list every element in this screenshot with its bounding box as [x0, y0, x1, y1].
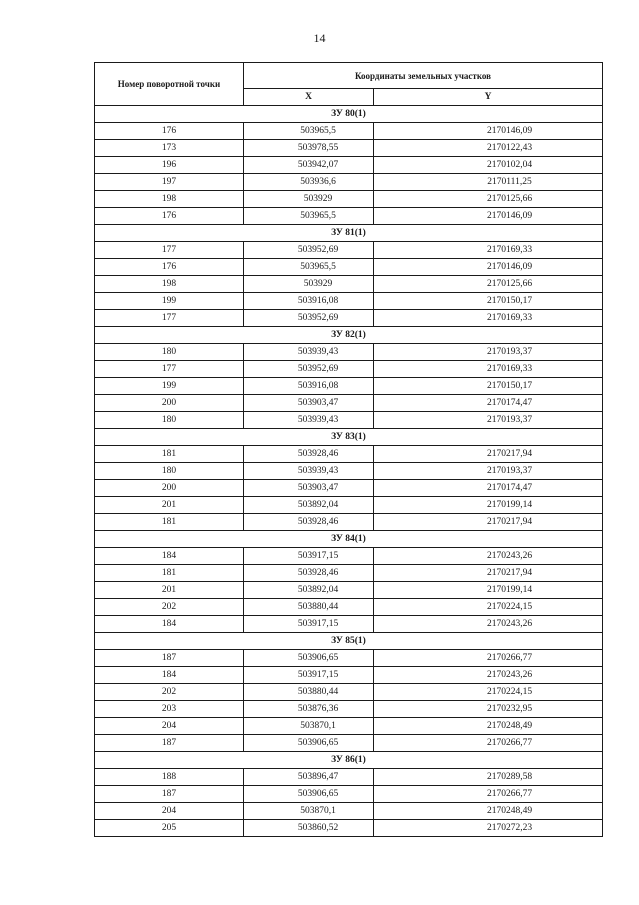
table-row	[95, 191, 603, 208]
cell-point-number: 176	[95, 123, 244, 140]
table-row	[95, 735, 603, 752]
cell-point-number: 177	[95, 361, 244, 378]
section-title: ЗУ 80(1)	[95, 106, 603, 123]
cell-x: 503952,69	[244, 310, 374, 327]
table-row	[95, 769, 603, 786]
table-row	[95, 684, 603, 701]
cell-point-number: 203	[95, 701, 244, 718]
cell-y: 2170146,09	[374, 259, 603, 276]
table-row	[95, 582, 603, 599]
header-point-number: Номер поворотной точки	[95, 63, 244, 106]
table-row	[95, 140, 603, 157]
section-row	[95, 106, 603, 123]
cell-y: 2170169,33	[374, 310, 603, 327]
cell-x: 503906,65	[244, 786, 374, 803]
cell-x: 503903,47	[244, 395, 374, 412]
cell-point-number: 199	[95, 378, 244, 395]
cell-point-number: 181	[95, 514, 244, 531]
cell-point-number: 199	[95, 293, 244, 310]
cell-point-number: 204	[95, 803, 244, 820]
cell-y: 2170146,09	[374, 208, 603, 225]
table-row	[95, 395, 603, 412]
cell-x: 503928,46	[244, 514, 374, 531]
section-title: ЗУ 83(1)	[95, 429, 603, 446]
table-row	[95, 446, 603, 463]
table-row	[95, 242, 603, 259]
cell-y: 2170199,14	[374, 497, 603, 514]
cell-point-number: 184	[95, 548, 244, 565]
table-row	[95, 650, 603, 667]
cell-point-number: 177	[95, 310, 244, 327]
cell-point-number: 200	[95, 395, 244, 412]
cell-y: 2170217,94	[374, 565, 603, 582]
cell-point-number: 187	[95, 786, 244, 803]
section-row	[95, 225, 603, 242]
table-row	[95, 174, 603, 191]
cell-point-number: 176	[95, 208, 244, 225]
cell-point-number: 176	[95, 259, 244, 276]
cell-point-number: 173	[95, 140, 244, 157]
cell-y: 2170243,26	[374, 616, 603, 633]
cell-y: 2170272,23	[374, 820, 603, 837]
table-row	[95, 548, 603, 565]
cell-y: 2170102,04	[374, 157, 603, 174]
table-header	[95, 63, 603, 106]
cell-y: 2170266,77	[374, 786, 603, 803]
cell-y: 2170125,66	[374, 191, 603, 208]
section-row	[95, 752, 603, 769]
table-body	[95, 106, 603, 837]
cell-x: 503965,5	[244, 208, 374, 225]
cell-x: 503870,1	[244, 803, 374, 820]
table-row	[95, 786, 603, 803]
table-row	[95, 208, 603, 225]
table-row	[95, 259, 603, 276]
header-y: Y	[374, 89, 603, 106]
cell-y: 2170243,26	[374, 548, 603, 565]
cell-point-number: 184	[95, 667, 244, 684]
table-row	[95, 293, 603, 310]
cell-x: 503942,07	[244, 157, 374, 174]
cell-y: 2170146,09	[374, 123, 603, 140]
cell-y: 2170125,66	[374, 276, 603, 293]
cell-y: 2170174,47	[374, 480, 603, 497]
cell-y: 2170217,94	[374, 446, 603, 463]
table-row	[95, 667, 603, 684]
table-row	[95, 378, 603, 395]
section-row	[95, 633, 603, 650]
section-title: ЗУ 86(1)	[95, 752, 603, 769]
cell-x: 503929	[244, 276, 374, 293]
cell-x: 503939,43	[244, 344, 374, 361]
cell-point-number: 198	[95, 276, 244, 293]
table-row	[95, 123, 603, 140]
cell-y: 2170232,95	[374, 701, 603, 718]
section-row	[95, 327, 603, 344]
cell-x: 503928,46	[244, 446, 374, 463]
table-row	[95, 344, 603, 361]
cell-point-number: 187	[95, 650, 244, 667]
cell-y: 2170193,37	[374, 412, 603, 429]
table-row	[95, 157, 603, 174]
page-number: 14	[313, 31, 326, 45]
cell-point-number: 198	[95, 191, 244, 208]
cell-point-number: 201	[95, 582, 244, 599]
cell-y: 2170169,33	[374, 242, 603, 259]
cell-x: 503916,08	[244, 293, 374, 310]
cell-x: 503928,46	[244, 565, 374, 582]
cell-y: 2170248,49	[374, 718, 603, 735]
cell-x: 503936,6	[244, 174, 374, 191]
cell-y: 2170224,15	[374, 684, 603, 701]
cell-point-number: 205	[95, 820, 244, 837]
cell-point-number: 180	[95, 344, 244, 361]
cell-point-number: 204	[95, 718, 244, 735]
section-row	[95, 531, 603, 548]
cell-point-number: 197	[95, 174, 244, 191]
cell-x: 503876,36	[244, 701, 374, 718]
cell-x: 503939,43	[244, 463, 374, 480]
cell-x: 503906,65	[244, 650, 374, 667]
table-row	[95, 616, 603, 633]
cell-x: 503917,15	[244, 667, 374, 684]
cell-x: 503906,65	[244, 735, 374, 752]
cell-x: 503892,04	[244, 582, 374, 599]
section-title: ЗУ 82(1)	[95, 327, 603, 344]
cell-point-number: 180	[95, 412, 244, 429]
cell-x: 503870,1	[244, 718, 374, 735]
table-row	[95, 565, 603, 582]
cell-y: 2170150,17	[374, 293, 603, 310]
cell-x: 503903,47	[244, 480, 374, 497]
cell-y: 2170193,37	[374, 463, 603, 480]
cell-y: 2170150,17	[374, 378, 603, 395]
cell-x: 503896,47	[244, 769, 374, 786]
cell-x: 503965,5	[244, 123, 374, 140]
table-row	[95, 276, 603, 293]
cell-x: 503952,69	[244, 242, 374, 259]
cell-point-number: 184	[95, 616, 244, 633]
cell-x: 503892,04	[244, 497, 374, 514]
cell-y: 2170266,77	[374, 735, 603, 752]
table-row	[95, 463, 603, 480]
cell-x: 503929	[244, 191, 374, 208]
cell-x: 503917,15	[244, 548, 374, 565]
cell-x: 503978,55	[244, 140, 374, 157]
header-coordinates: Координаты земельных участков	[244, 63, 603, 89]
section-title: ЗУ 81(1)	[95, 225, 603, 242]
cell-x: 503917,15	[244, 616, 374, 633]
coordinates-table	[94, 62, 603, 837]
cell-y: 2170199,14	[374, 582, 603, 599]
section-title: ЗУ 84(1)	[95, 531, 603, 548]
cell-point-number: 202	[95, 599, 244, 616]
cell-x: 503939,43	[244, 412, 374, 429]
cell-point-number: 188	[95, 769, 244, 786]
cell-x: 503916,08	[244, 378, 374, 395]
cell-point-number: 180	[95, 463, 244, 480]
cell-y: 2170193,37	[374, 344, 603, 361]
cell-point-number: 177	[95, 242, 244, 259]
cell-y: 2170217,94	[374, 514, 603, 531]
table-row	[95, 310, 603, 327]
cell-point-number: 201	[95, 497, 244, 514]
header-x: X	[244, 89, 374, 106]
cell-y: 2170266,77	[374, 650, 603, 667]
table-row	[95, 820, 603, 837]
cell-point-number: 181	[95, 446, 244, 463]
cell-point-number: 200	[95, 480, 244, 497]
cell-x: 503880,44	[244, 684, 374, 701]
cell-y: 2170243,26	[374, 667, 603, 684]
cell-point-number: 187	[95, 735, 244, 752]
cell-y: 2170224,15	[374, 599, 603, 616]
section-title: ЗУ 85(1)	[95, 633, 603, 650]
cell-x: 503860,52	[244, 820, 374, 837]
table-row	[95, 497, 603, 514]
cell-y: 2170169,33	[374, 361, 603, 378]
table-row	[95, 412, 603, 429]
cell-point-number: 181	[95, 565, 244, 582]
cell-x: 503880,44	[244, 599, 374, 616]
table-row	[95, 514, 603, 531]
cell-y: 2170248,49	[374, 803, 603, 820]
cell-y: 2170111,25	[374, 174, 603, 191]
table-row	[95, 361, 603, 378]
table-row	[95, 803, 603, 820]
cell-x: 503952,69	[244, 361, 374, 378]
table-row	[95, 599, 603, 616]
table-row	[95, 701, 603, 718]
table-row	[95, 718, 603, 735]
cell-x: 503965,5	[244, 259, 374, 276]
cell-point-number: 202	[95, 684, 244, 701]
cell-point-number: 196	[95, 157, 244, 174]
cell-y: 2170289,58	[374, 769, 603, 786]
section-row	[95, 429, 603, 446]
cell-y: 2170174,47	[374, 395, 603, 412]
cell-y: 2170122,43	[374, 140, 603, 157]
table-row	[95, 480, 603, 497]
